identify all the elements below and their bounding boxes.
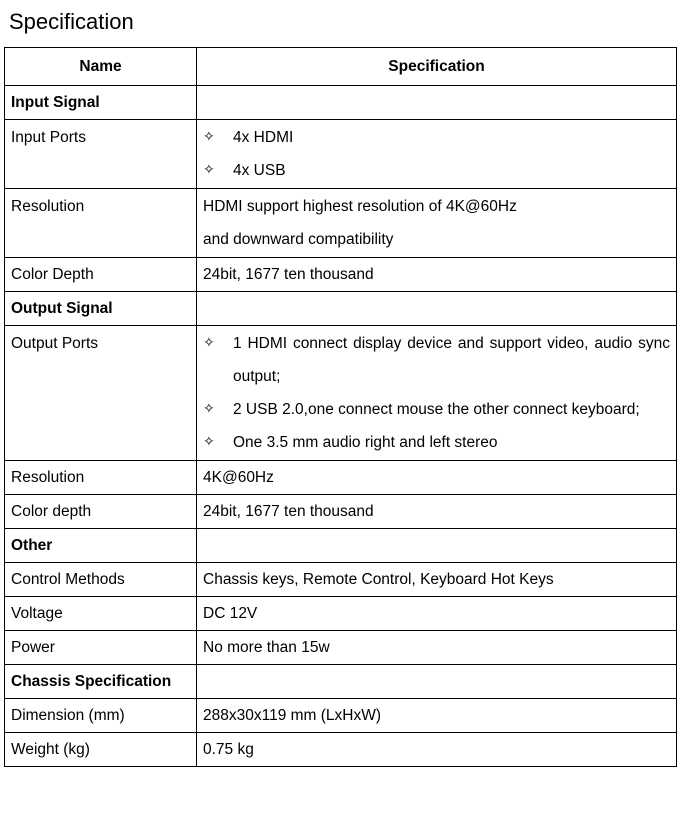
bullet-star-icon: ✧ [203,335,215,351]
table-row-voltage [5,597,677,631]
header-name: Name [5,48,197,86]
specification-table [4,47,677,767]
input-ports-label: Input Ports [5,120,197,189]
section-other: Other [5,529,197,563]
empty-cell [197,665,677,699]
table-row-output-resolution [5,461,677,495]
output-ports-label: Output Ports [5,326,197,461]
input-ports-value [197,120,677,189]
table-row-output-color-depth [5,495,677,529]
table-header-row [5,48,677,86]
section-row-chassis-specification [5,665,677,699]
empty-cell [197,292,677,326]
list-item: ✧ 1 HDMI connect display device and support video, audio sync output; [203,327,670,393]
output-resolution-label: Resolution [5,461,197,495]
empty-cell [197,86,677,120]
table-row-input-resolution [5,189,677,258]
input-color-depth-value: 24bit, 1677 ten thousand [197,258,677,292]
section-output-signal: Output Signal [5,292,197,326]
weight-label: Weight (kg) [5,733,197,767]
table-row-input-color-depth [5,258,677,292]
section-row-input-signal [5,86,677,120]
table-row-control-methods [5,563,677,597]
input-color-depth-label: Color Depth [5,258,197,292]
output-ports-value [197,326,677,461]
list-item: ✧ 2 USB 2.0,one connect mouse the other connect keyboard; [203,393,670,426]
section-row-output-signal [5,292,677,326]
voltage-value: DC 12V [197,597,677,631]
control-methods-label: Control Methods [5,563,197,597]
section-row-other [5,529,677,563]
output-resolution-value: 4K@60Hz [197,461,677,495]
bullet-star-icon: ✧ [203,162,215,178]
output-color-depth-label: Color depth [5,495,197,529]
input-resolution-label: Resolution [5,189,197,258]
table-row-dimension [5,699,677,733]
table-row-power [5,631,677,665]
power-value: No more than 15w [197,631,677,665]
weight-value: 0.75 kg [197,733,677,767]
list-item: ✧ 4x HDMI [203,121,670,154]
list-item: ✧ 4x USB [203,154,670,187]
table-row-weight [5,733,677,767]
input-resolution-value: HDMI support highest resolution of 4K@60Hz and downward compatibility [197,189,677,258]
voltage-label: Voltage [5,597,197,631]
bullet-star-icon: ✧ [203,434,215,450]
list-item: ✧ One 3.5 mm audio right and left stereo [203,426,670,459]
bullet-star-icon: ✧ [203,401,215,417]
power-label: Power [5,631,197,665]
bullet-star-icon: ✧ [203,129,215,145]
header-specification: Specification [197,48,677,86]
page-title: Specification [9,9,134,34]
output-color-depth-value: 24bit, 1677 ten thousand [197,495,677,529]
table-row-input-ports [5,120,677,189]
dimension-label: Dimension (mm) [5,699,197,733]
section-chassis-specification: Chassis Specification [5,665,197,699]
table-row-output-ports [5,326,677,461]
section-input-signal: Input Signal [5,86,197,120]
empty-cell [197,529,677,563]
dimension-value: 288x30x119 mm (LxHxW) [197,699,677,733]
control-methods-value: Chassis keys, Remote Control, Keyboard Hot Keys [197,563,677,597]
